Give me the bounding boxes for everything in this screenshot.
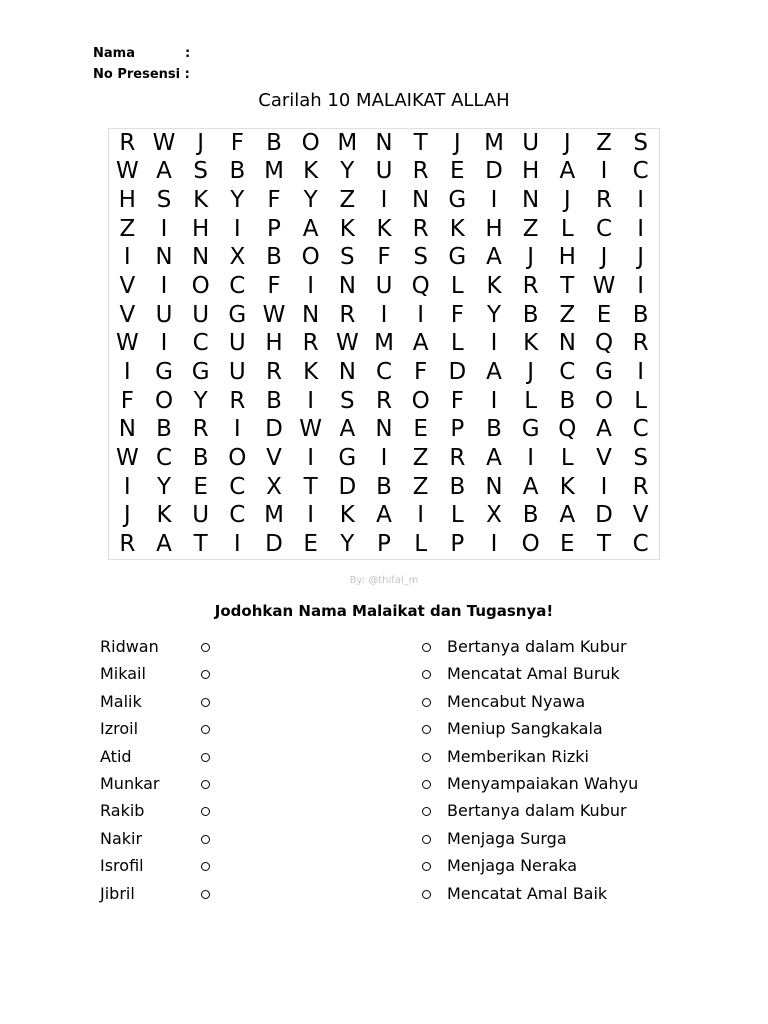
grid-letter[interactable]: D [485,158,503,185]
grid-letter[interactable]: P [450,531,465,558]
grid-letter[interactable]: I [527,445,535,472]
grid-letter[interactable]: Q [411,273,430,300]
grid-letter[interactable]: N [338,273,356,300]
grid-letter[interactable]: Q [558,416,577,443]
grid-letter[interactable]: Z [596,129,612,156]
angel-task: Bertanya dalam Kubur [447,801,627,821]
grid-letter[interactable]: N [558,330,576,357]
grid-letter[interactable]: I [160,330,168,357]
angel-task: Meniup Sangkakala [447,719,603,739]
grid-letter[interactable]: O [301,129,320,156]
grid-letter[interactable]: I [637,187,645,214]
grid-letter[interactable]: A [596,416,612,443]
grid-letter[interactable]: I [307,445,315,472]
grid-letter[interactable]: D [265,531,283,558]
grid-letter[interactable]: R [632,473,649,500]
grid-letter[interactable]: E [450,158,465,185]
angel-task: Mencatat Amal Buruk [447,664,620,684]
word-search-grid [108,128,660,560]
grid-letter[interactable]: E [413,416,428,443]
grid-letter[interactable]: M [484,129,504,156]
grid-letter[interactable]: S [340,244,355,271]
grid-letter[interactable]: N [412,187,430,214]
match-dot-right[interactable] [422,670,431,679]
grid-letter[interactable]: U [522,129,540,156]
grid-letter[interactable]: J [637,244,645,271]
grid-letter[interactable]: C [229,473,246,500]
grid-letter[interactable]: K [339,215,355,242]
grid-letter[interactable]: J [600,244,608,271]
grid-letter[interactable]: Y [340,531,355,558]
grid-letter[interactable]: V [119,301,136,328]
grid-letter[interactable]: R [522,273,539,300]
grid-letter[interactable]: B [156,416,172,443]
grid-letter[interactable]: P [450,416,465,443]
presensi-label: No Presensi : [93,67,190,82]
grid-letter[interactable]: G [521,416,540,443]
match-dot-right[interactable] [422,780,431,789]
grid-letter[interactable]: I [123,473,131,500]
grid-letter[interactable]: R [412,215,429,242]
grid-letter[interactable]: A [486,445,502,472]
grid-letter[interactable]: M [264,502,284,529]
grid-letter[interactable]: Y [230,187,245,214]
grid-letter[interactable]: O [228,445,247,472]
grid-letter[interactable]: E [193,473,208,500]
grid-letter[interactable]: K [559,473,575,500]
grid-letter[interactable]: R [119,531,136,558]
grid-letter[interactable]: I [490,187,498,214]
grid-letter[interactable]: O [301,244,320,271]
match-dot-left[interactable] [201,670,210,679]
grid-letter[interactable]: I [417,301,425,328]
grid-letter[interactable]: J [453,129,461,156]
grid-letter[interactable]: B [559,387,576,414]
nama-field [93,46,190,62]
angel-task: Menyampaiakan Wahyu [447,774,639,793]
grid-letter[interactable]: O [191,273,210,300]
grid-letter[interactable]: H [265,330,283,357]
grid-letter[interactable]: H [558,244,576,271]
grid-letter[interactable]: R [412,158,429,185]
grid-letter[interactable]: J [563,187,571,214]
grid-letter[interactable]: U [375,158,393,185]
grid-letter[interactable]: I [233,531,241,558]
grid-letter[interactable]: D [595,502,613,529]
grid-letter[interactable]: W [115,158,139,185]
grid-letter[interactable]: B [522,301,539,328]
grid-letter[interactable]: E [596,301,612,328]
grid-letter[interactable]: M [264,158,284,185]
grid-letter[interactable]: A [486,359,502,386]
matching-title: Jodohkan Nama Malaikat dan Tugasnya! [214,602,554,620]
angel-name: Munkar [100,774,160,793]
grid-letter[interactable]: R [192,416,209,443]
grid-letter[interactable]: I [123,244,131,271]
grid-letter[interactable]: G [338,445,357,472]
nama-label: Nama [93,46,135,61]
match-dot-left[interactable] [201,698,210,707]
match-dot-left[interactable] [201,807,210,816]
grid-letter[interactable]: B [522,502,539,529]
angel-name: Jibril [100,883,135,903]
match-dot-left[interactable] [201,862,210,871]
watermark: By: @thifal_m [349,575,419,586]
grid-letter[interactable]: Q [594,330,614,357]
grid-letter[interactable]: K [523,330,539,357]
match-dot-right[interactable] [422,643,431,652]
grid-letter[interactable]: Z [559,301,576,328]
grid-letter[interactable]: N [338,359,356,386]
match-dot-right[interactable] [422,807,431,816]
grid-letter[interactable]: Z [412,473,429,500]
grid-letter[interactable]: C [559,359,576,386]
grid-letter[interactable]: C [229,273,246,300]
grid-letter[interactable]: E [560,531,575,558]
grid-letter[interactable]: L [634,387,648,414]
grid-letter[interactable]: M [374,330,394,357]
grid-letter[interactable]: L [560,215,574,242]
grid-letter[interactable]: Y [156,473,172,500]
grid-letter[interactable]: N [375,129,393,156]
grid-letter[interactable]: A [376,502,392,529]
grid-letter[interactable]: L [450,273,464,300]
grid-letter[interactable]: C [632,158,649,185]
grid-letter[interactable]: X [229,244,246,271]
grid-letter[interactable]: W [115,445,139,472]
angel-task: Bertanya dalam Kubur [447,637,627,656]
grid-letter[interactable]: S [193,158,208,185]
grid-letter[interactable]: E [303,531,318,558]
grid-letter[interactable]: R [266,359,282,386]
grid-letter[interactable]: R [632,330,649,357]
grid-letter[interactable]: H [522,158,540,185]
grid-letter[interactable]: D [448,359,467,386]
grid-letter[interactable]: T [596,531,612,558]
grid-letter[interactable]: U [228,330,246,357]
grid-letter[interactable]: C [155,445,173,472]
grid-letter[interactable]: N [522,187,540,214]
angel-task: Mencabut Nyawa [447,691,586,711]
grid-letter[interactable]: H [118,187,136,214]
grid-letter[interactable]: V [632,502,649,529]
grid-letter[interactable]: B [266,129,282,156]
grid-letter[interactable]: U [192,301,210,328]
grid-letter[interactable]: R [302,330,319,357]
angel-name: Rakib [100,801,145,821]
grid-letter[interactable]: H [192,215,210,242]
grid-letter[interactable]: R [376,387,392,414]
grid-letter[interactable]: W [299,416,323,443]
grid-letter[interactable]: D [338,473,357,500]
grid-letter[interactable]: R [229,387,246,414]
grid-letter[interactable]: W [262,301,286,328]
angel-task: Mencatat Amal Baik [447,883,608,903]
grid-letter[interactable]: G [448,244,467,271]
grid-letter[interactable]: F [230,129,244,156]
angel-name: Ridwan [100,637,159,656]
grid-letter[interactable]: N [375,416,393,443]
angel-task: Menjaga Surga [447,828,567,848]
grid-letter[interactable]: J [197,129,205,156]
grid-letter[interactable]: C [632,416,649,443]
grid-letter[interactable]: A [302,215,319,242]
page-title: Carilah 10 MALAIKAT ALLAH [258,90,510,111]
grid-letter[interactable]: O [594,387,614,414]
match-dot-left[interactable] [201,890,210,899]
grid-letter[interactable]: U [228,359,246,386]
grid-letter[interactable]: A [339,416,356,443]
grid-letter[interactable]: A [156,531,172,558]
grid-letter[interactable]: S [156,187,172,214]
grid-letter[interactable]: M [337,129,358,156]
grid-letter[interactable]: I [417,502,425,529]
grid-letter[interactable]: C [632,531,649,558]
grid-letter[interactable]: W [592,273,616,300]
grid-letter[interactable]: S [633,445,648,472]
grid-letter[interactable]: Z [522,215,539,242]
grid-letter[interactable]: J [563,129,571,156]
grid-letter[interactable]: A [559,502,576,529]
grid-letter[interactable]: Y [340,158,355,185]
grid-letter[interactable]: I [637,359,645,386]
grid-letter[interactable]: H [485,215,503,242]
grid-letter[interactable]: I [490,330,498,357]
grid-letter[interactable]: I [380,445,388,472]
grid-letter[interactable]: W [115,330,139,357]
match-dot-left[interactable] [201,725,210,734]
grid-letter[interactable]: L [524,387,538,414]
grid-letter[interactable]: N [485,473,503,500]
grid-letter[interactable]: Y [303,187,318,214]
grid-letter[interactable]: L [560,445,574,472]
grid-letter[interactable]: T [560,273,575,300]
grid-letter[interactable]: K [303,158,319,185]
grid-letter[interactable]: A [522,473,539,500]
grid-letter[interactable]: O [154,387,174,414]
grid-letter[interactable]: V [266,445,282,472]
grid-letter[interactable]: I [600,473,608,500]
grid-letter[interactable]: C [595,215,613,242]
grid-letter[interactable]: T [413,129,428,156]
grid-letter[interactable]: F [377,244,391,271]
match-dot-left[interactable] [201,753,210,762]
grid-letter[interactable]: X [486,502,502,529]
grid-letter[interactable]: I [380,301,388,328]
match-dot-right[interactable] [422,890,431,899]
grid-letter[interactable]: B [229,158,246,185]
angel-name: Malik [100,691,142,711]
angel-name: Mikail [100,664,146,684]
grid-letter[interactable]: Y [193,387,208,414]
grid-letter[interactable]: V [119,273,136,300]
grid-letter[interactable]: K [376,215,392,242]
grid-letter[interactable]: G [155,359,173,386]
grid-letter[interactable]: Z [339,187,356,214]
grid-letter[interactable]: F [414,359,428,386]
grid-letter[interactable]: C [229,502,246,529]
grid-letter[interactable]: P [267,215,281,242]
angel-name: Nakir [100,828,143,848]
grid-letter[interactable]: L [414,531,428,558]
grid-letter[interactable]: B [376,473,392,500]
grid-letter[interactable]: W [335,330,359,357]
grid-letter[interactable]: F [120,387,134,414]
grid-letter[interactable]: K [449,215,465,242]
grid-letter[interactable]: G [595,359,613,386]
match-dot-left[interactable] [201,780,210,789]
match-dot-left[interactable] [201,835,210,844]
grid-letter[interactable]: B [266,387,282,414]
grid-letter[interactable]: W [152,129,176,156]
grid-letter[interactable]: I [637,273,645,300]
grid-letter[interactable]: I [490,387,498,414]
grid-letter[interactable]: C [192,330,209,357]
grid-letter[interactable]: F [267,187,281,214]
grid-letter[interactable]: V [596,445,612,472]
grid-letter[interactable]: G [448,187,467,214]
nama-colon: : [185,46,191,61]
grid-letter[interactable]: Z [412,445,429,472]
grid-letter[interactable]: C [375,359,393,386]
grid-letter[interactable]: A [559,158,576,185]
angel-name: Atid [100,746,132,766]
grid-letter[interactable]: I [307,273,315,300]
grid-letter[interactable]: F [450,387,464,414]
grid-letter[interactable]: N [155,244,173,271]
grid-letter[interactable]: B [632,301,649,328]
grid-letter[interactable]: I [123,359,131,386]
grid-letter[interactable]: J [123,502,131,529]
grid-letter[interactable]: I [600,158,608,185]
grid-letter[interactable]: N [302,301,320,328]
grid-letter[interactable]: B [266,244,282,271]
angel-task: Memberikan Rizki [447,746,589,766]
grid-letter[interactable]: I [160,273,168,300]
grid-letter[interactable]: T [303,473,318,500]
grid-letter[interactable]: U [375,273,393,300]
presensi-field [93,67,190,83]
grid-letter[interactable]: G [191,359,210,386]
grid-letter[interactable]: K [339,502,355,529]
grid-letter[interactable]: B [486,416,502,443]
grid-letter[interactable]: I [307,502,315,529]
grid-letter[interactable]: Y [486,301,502,328]
match-dot-right[interactable] [422,835,431,844]
grid-letter[interactable]: L [450,330,464,357]
match-dot-right[interactable] [422,698,431,707]
grid-letter[interactable]: S [633,129,648,156]
grid-letter[interactable]: A [486,244,502,271]
grid-letter[interactable]: K [486,273,502,300]
grid-letter[interactable]: D [265,416,283,443]
grid-letter[interactable]: N [192,244,210,271]
match-dot-right[interactable] [422,725,431,734]
grid-letter[interactable]: A [156,158,172,185]
grid-letter[interactable]: R [119,129,136,156]
grid-letter[interactable]: L [450,502,464,529]
grid-letter[interactable]: R [596,187,612,214]
grid-letter[interactable]: U [155,301,173,328]
grid-letter[interactable]: N [118,416,136,443]
grid-letter[interactable]: Z [119,215,136,242]
grid-letter[interactable]: O [411,387,430,414]
grid-letter[interactable]: P [377,531,391,558]
grid-letter[interactable]: B [192,445,209,472]
grid-letter[interactable]: I [160,215,168,242]
grid-letter[interactable]: A [412,330,429,357]
match-dot-right[interactable] [422,753,431,762]
grid-letter[interactable]: X [266,473,282,500]
angel-name: Isrofil [100,856,144,876]
grid-letter[interactable]: S [413,244,428,271]
grid-letter[interactable]: I [490,531,498,558]
grid-letter[interactable]: I [637,215,645,242]
grid-letter[interactable]: I [233,215,241,242]
grid-letter[interactable]: U [192,502,210,529]
grid-letter[interactable]: R [339,301,356,328]
grid-letter[interactable]: I [307,387,315,414]
grid-letter[interactable]: J [527,244,535,271]
angel-name: Izroil [100,719,139,739]
grid-letter[interactable]: K [303,359,319,386]
grid-letter[interactable]: F [267,273,281,300]
match-dot-right[interactable] [422,862,431,871]
grid-letter[interactable]: R [449,445,466,472]
grid-letter[interactable]: F [450,301,464,328]
grid-letter[interactable]: T [193,531,208,558]
grid-letter[interactable]: O [521,531,540,558]
grid-letter[interactable]: J [527,359,535,386]
grid-letter[interactable]: K [193,187,209,214]
grid-letter[interactable]: I [380,187,388,214]
grid-letter[interactable]: B [449,473,466,500]
match-dot-left[interactable] [201,643,210,652]
angel-task: Menjaga Neraka [447,856,578,876]
grid-letter[interactable]: I [233,416,241,443]
grid-letter[interactable]: K [156,502,172,529]
grid-letter[interactable]: G [228,301,247,328]
grid-letter[interactable]: S [340,387,355,414]
